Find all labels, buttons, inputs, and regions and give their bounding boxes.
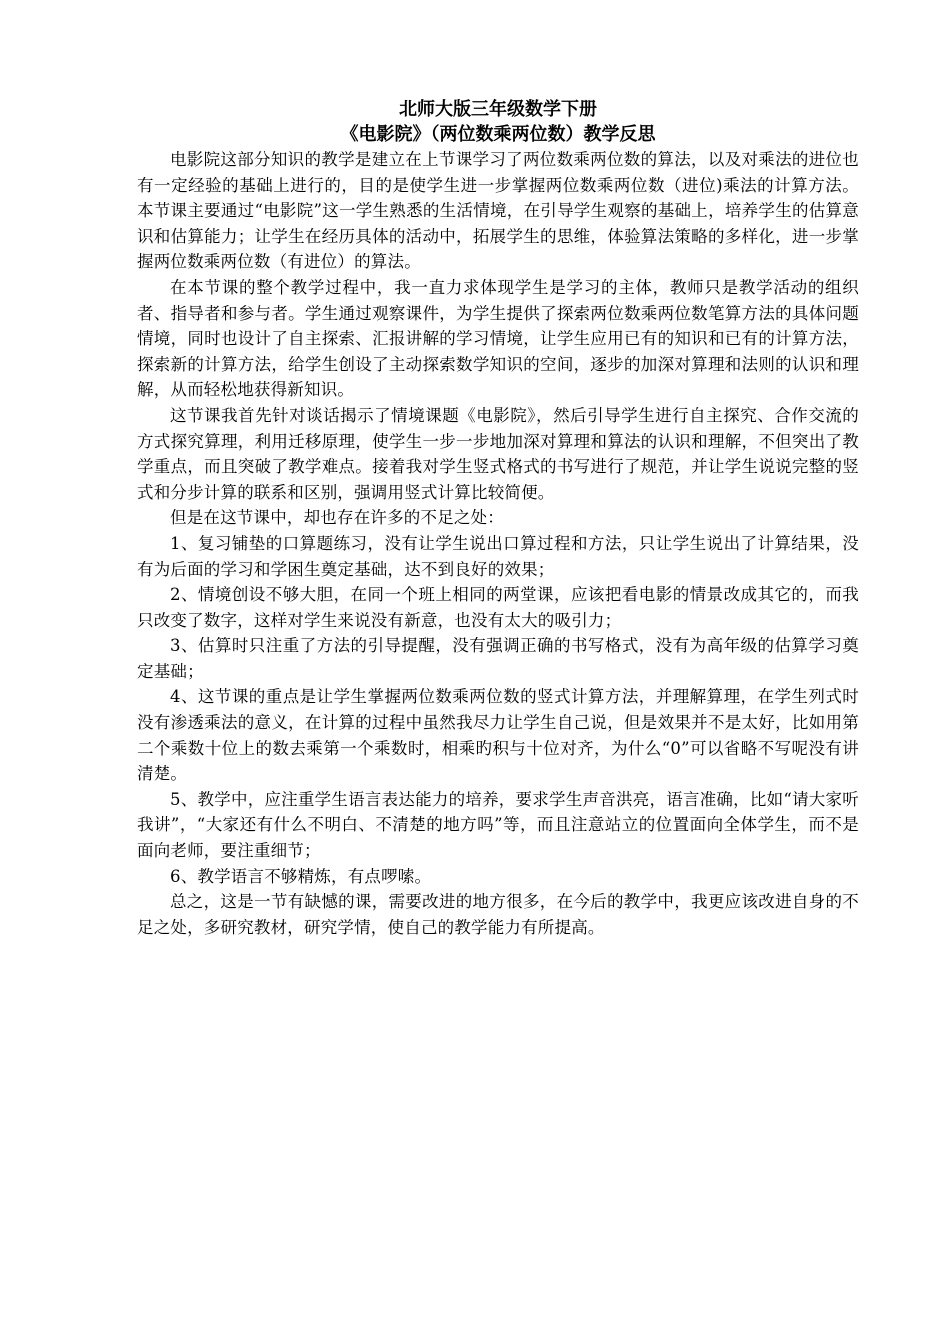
paragraph-shortcomings-intro: 但是在这节课中，却也存在许多的不足之处： xyxy=(170,508,504,528)
paragraph-conclusion: 总之，这是一节有缺憾的课，需要改进的地方很多，在今后的教学中，我更应该改进自身的不足之处，多研究教材，研究学情，使自己的教学能力有所提高。 xyxy=(137,892,859,937)
list-item-5: 5、教学中，应注重学生语言表达能力的培养，要求学生声音洪亮，语言准确，比如“请大家听我讲”，“大家还有什么不明白、不清楚的地方吗”等，而且注意站立的位置面向全体学生，而不是面向老师，要注重细节； xyxy=(137,789,859,861)
document-title-line1: 北师大版三年级数学下册 xyxy=(399,99,597,120)
paragraph-intro: 电影院这部分知识的教学是建立在上节课学习了两位数乘两位数的算法，以及对乘法的进位也有一定经验的基础上进行的，目的是使学生进一步掌握两位数乘两位数（进位)乘法的计算方法。本节课主要通过“电影院”这一学生熟悉的生活情境，在引导学生观察的基础上，培养学生的估算意识和估算能力；让学生在经历具体的活动中，拓展学生的思维，体验算法策略的多样化，进一步掌握两位数乘两位数（有进位）的算法。 xyxy=(137,150,859,272)
list-item-2: 2、情境创设不够大胆，在同一个班上相同的两堂课，应该把看电影的情景改成其它的，而我只改变了数字，这样对学生来说没有新意，也没有太大的吸引力； xyxy=(137,585,859,630)
document-title-line2: 《电影院》（两位数乘两位数）教学反思 xyxy=(340,124,656,145)
paragraph-lesson-flow: 这节课我首先针对谈话揭示了情境课题《电影院》，然后引导学生进行自主探究、合作交流的方式探究算理，利用迁移原理，使学生一步一步地加深对算理和算法的认识和理解，不但突出了教学重点，而且突破了教学难点。接着我对学生竖式格式的书写进行了规范，并让学生说说完整的竖式和分步计算的联系和区别，强调用竖式计算比较简便。 xyxy=(137,405,859,502)
paragraph-process: 在本节课的整个教学过程中，我一直力求体现学生是学习的主体，教师只是教学活动的组织者、指导者和参与者。学生通过观察课件，为学生提供了探索两位数乘两位数笔算方法的具体问题情境，同时也设计了自主探索、汇报讲解的学习情境，让学生应用已有的知识和已有的计算方法，探索新的计算方法，给学生创设了主动探索数学知识的空间，逐步的加深对算理和法则的认识和理解，从而轻松地获得新知识。 xyxy=(137,277,859,400)
list-item-6: 6、教学语言不够精炼，有点啰嗦。 xyxy=(170,866,432,886)
list-item-4: 4、这节课的重点是让学生掌握两位数乘两位数的竖式计算方法，并理解算理，在学生列式时没有渗透乘法的意义，在计算的过程中虽然我尽力让学生自己说，但是效果并不是太好，比如用第二个乘数十位上的数去乘第一个乘数时，相乘旳积与十位对齐，为什么“0”可以省略不写呢没有讲清楚。 xyxy=(137,687,859,784)
list-item-3: 3、估算时只注重了方法的引导提醒，没有强调正确的书写格式，没有为高年级的估算学习奠定基础； xyxy=(137,636,859,681)
list-item-1: 1、复习铺垫的口算题练习，没有让学生说出口算过程和方法，只让学生说出了计算结果，没有为后面的学习和学困生奠定基础，达不到良好的效果； xyxy=(137,533,859,579)
document-body xyxy=(137,97,859,940)
